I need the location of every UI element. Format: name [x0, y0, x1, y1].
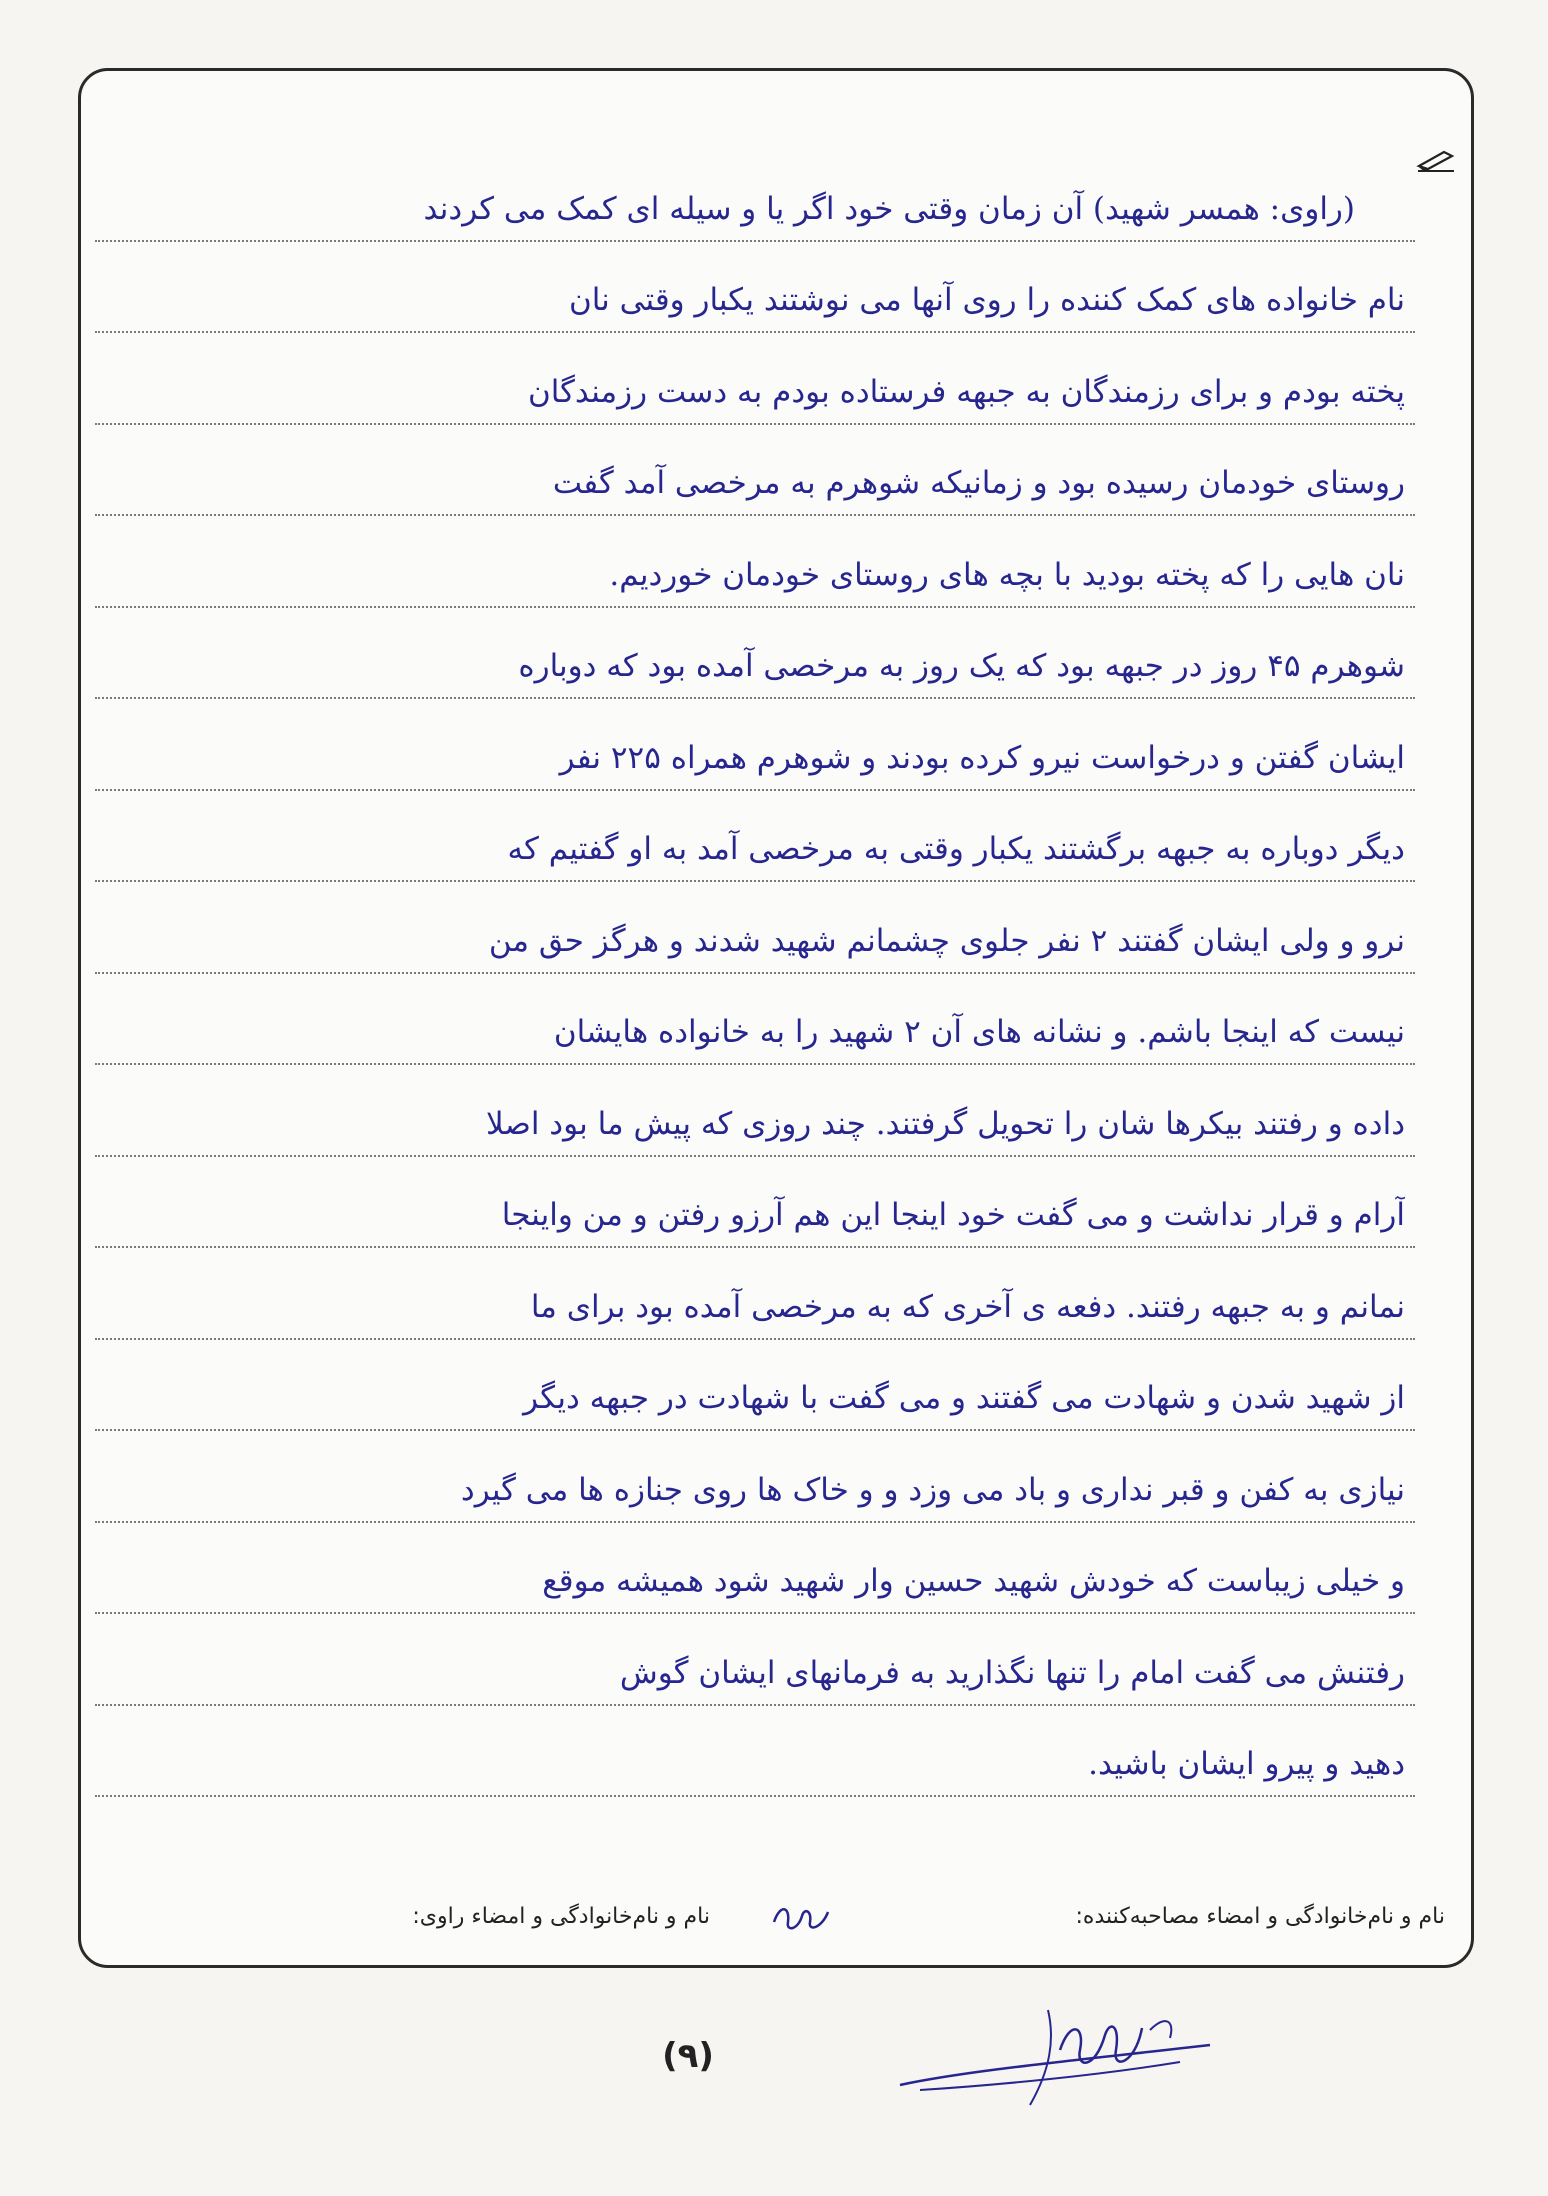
line-text: ایشان گفتن و درخواست نیرو کرده بودند و شوهرم همراه ۲۲۵ نفر: [559, 739, 1405, 776]
line-text: از شهید شدن و شهادت می گفتند و می گفت با شهادت در جبهه دیگر: [523, 1380, 1405, 1416]
line-text: نیازی به کفن و قبر نداری و باد می وزد و و خاک ها روی جنازه ها می گیرد: [460, 1471, 1405, 1508]
text-line: [95, 791, 1415, 883]
line-text: رفتنش می گفت امام را تنها نگذارید به فرمانهای ایشان گوش: [619, 1654, 1405, 1691]
line-text: (راوی: همسر شهید) آن زمان وقتی خود اگر یا و سیله ای کمک می کردند: [423, 190, 1355, 227]
text-line: [95, 608, 1415, 700]
text-line: [95, 1248, 1415, 1340]
line-text: نام خانواده های کمک کننده را روی آنها می نوشتند یکبار وقتی نان: [568, 282, 1405, 318]
line-text: دهید و پیرو ایشان باشید.: [1088, 1746, 1405, 1782]
line-text: پخته بودم و برای رزمندگان به جبهه فرستاده بودم به دست رزمندگان: [527, 373, 1405, 410]
text-line: [95, 333, 1415, 425]
line-text: نان هایی را که پخته بودید با بچه های روستای خودمان خوردیم.: [609, 556, 1405, 593]
line-text: داده و رفتند بیکرها شان را تحویل گرفتند. چند روزی که پیش ما بود اصلا: [486, 1105, 1405, 1142]
line-text: نمانم و به جبهه رفتند. دفعه ی آخری که به مرخصی آمده بود برای ما: [530, 1288, 1405, 1325]
text-line: [95, 1065, 1415, 1157]
text-line: [95, 1706, 1415, 1798]
text-line: [95, 882, 1415, 974]
text-line: [95, 1157, 1415, 1249]
interviewer-signature-label: نام و نام‌خانوادگی و امضاء مصاحبه‌کننده:: [1075, 1904, 1445, 1929]
line-text: نیست که اینجا باشم. و نشانه های آن ۲ شهید را به خانواده هایشان: [553, 1014, 1405, 1050]
bottom-signature: [880, 1990, 1290, 2110]
text-line: [95, 425, 1415, 517]
text-line: [95, 1523, 1415, 1615]
pen-icon: [1416, 146, 1456, 172]
text-line: [95, 242, 1415, 334]
text-line: [95, 699, 1415, 791]
interviewer-signature: [768, 1892, 838, 1942]
text-line: [95, 1340, 1415, 1432]
text-line: [95, 1614, 1415, 1706]
text-line: [95, 150, 1415, 242]
text-line: [95, 516, 1415, 608]
text-line: [95, 1431, 1415, 1523]
line-text: روستای خودمان رسیده بود و زمانیکه شوهرم به مرخصی آمد گفت: [552, 465, 1405, 501]
text-line: [95, 974, 1415, 1066]
line-text: و خیلی زیباست که خودش شهید حسین وار شهید شود همیشه موقع: [542, 1563, 1405, 1599]
line-text: دیگر دوباره به جبهه برگشتند یکبار وقتی به مرخصی آمد به او گفتیم که: [507, 831, 1405, 867]
page-number: (۹): [662, 2036, 714, 2076]
line-text: آرام و قرار نداشت و می گفت خود اینجا این هم آرزو رفتن و من واینجا: [501, 1197, 1405, 1233]
narrator-signature-label: نام و نام‌خانوادگی و امضاء راوی:: [412, 1904, 710, 1929]
handwritten-text-lines: [95, 150, 1415, 1797]
line-text: شوهرم ۴۵ روز در جبهه بود که یک روز به مرخصی آمده بود که دوباره: [518, 648, 1405, 684]
line-text: نرو و ولی ایشان گفتند ۲ نفر جلوی چشمانم شهید شدند و هرگز حق من: [488, 922, 1405, 959]
